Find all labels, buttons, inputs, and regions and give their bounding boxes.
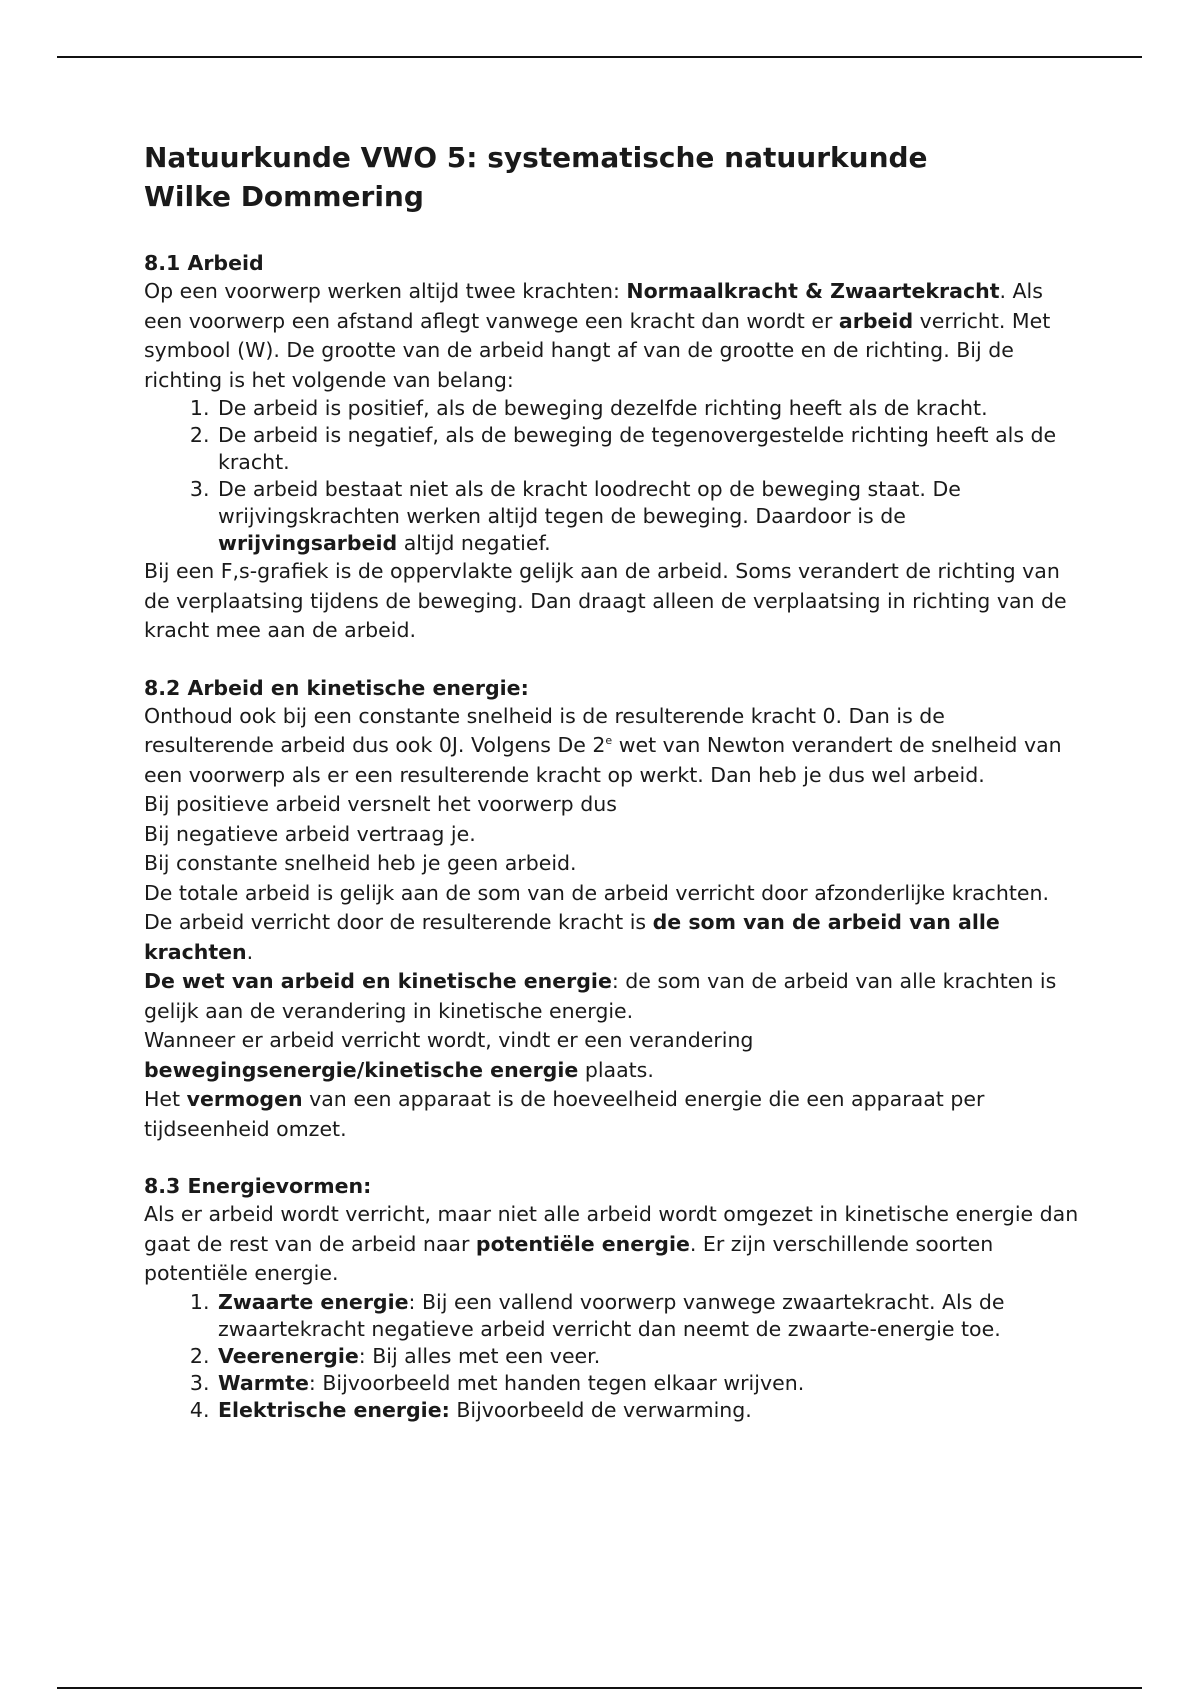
title-line-2: Wilke Dommering <box>144 180 424 213</box>
section-8-1 <box>144 249 1079 646</box>
section-heading: 8.3 Energievormen: <box>144 1174 372 1198</box>
paragraph: De wet van arbeid en kinetische energie: de som van de arbeid van alle krachten is gelijk aan de verandering in kinetische energie. <box>144 969 1057 1023</box>
section-heading: 8.2 Arbeid en kinetische energie: <box>144 675 529 700</box>
list-item: 1. De arbeid is positief, als de beweging dezelfde richting heeft als de kracht. <box>216 395 1079 422</box>
title-line-1: Natuurkunde VWO 5: systematische natuurkunde <box>144 141 928 174</box>
paragraph: Onthoud ook bij een constante snelheid is de resulterende kracht 0. Dan is de resulterende arbeid dus ook 0J. Volgens De 2e wet van Newton verandert de snelheid van een voorwerp als er een resulterende kracht op werkt. Dan heb je dus wel arbeid. <box>144 703 1062 787</box>
section-8-3 <box>144 1172 1079 1424</box>
document-title <box>144 138 1079 216</box>
header-rule <box>57 56 1142 58</box>
list-item: 1. Zwaarte energie: Bij een vallend voorwerp vanwege zwaartekracht. Als de zwaartekracht negatieve arbeid verricht dan neemt de zwaarte-energie toe. <box>216 1289 1079 1343</box>
list-item: 2. Veerenergie: Bij alles met een veer. <box>216 1343 1079 1370</box>
paragraph: Bij een F,s-grafiek is de oppervlakte gelijk aan de arbeid. Soms verandert de richting van de verplaatsing tijdens de beweging. Dan draagt alleen de verplaatsing in richting van de kracht mee aan de arbeid. <box>144 559 1067 642</box>
paragraph: Bij negatieve arbeid vertraag je. <box>144 821 476 846</box>
document-page <box>144 138 1079 1424</box>
paragraph: De totale arbeid is gelijk aan de som van de arbeid verricht door afzonderlijke krachten. De arbeid verricht door de resulterende kracht is de som van de arbeid van alle krachten. <box>144 880 1049 964</box>
paragraph: Als er arbeid wordt verricht, maar niet alle arbeid wordt omgezet in kinetische energie dan gaat de rest van de arbeid naar potentiële energie. Er zijn verschillende soorten potentiële energie. <box>144 1202 1079 1285</box>
list-item: 4. Elektrische energie: Bijvoorbeeld de verwarming. <box>216 1397 1079 1424</box>
paragraph: Bij positieve arbeid versnelt het voorwerp dus <box>144 792 617 816</box>
list-item: 3. De arbeid bestaat niet als de kracht loodrecht op de beweging staat. De wrijvingskrachten werken altijd tegen de beweging. Daardoor is de wrijvingsarbeid altijd negatief. <box>216 476 1079 557</box>
numbered-list <box>144 1289 1079 1424</box>
paragraph: Op een voorwerp werken altijd twee krachten: Normaalkracht & Zwaartekracht. Als een voorwerp een afstand aflegt vanwege een kracht dan wordt er arbeid verricht. Met symbool (W). De grootte van de arbeid hangt af van de grootte en de richting. Bij de richting is het volgende van belang: <box>144 279 1051 392</box>
paragraph: Wanneer er arbeid verricht wordt, vindt er een verandering bewegingsenergie/kinetische energie plaats. <box>144 1028 754 1082</box>
section-heading: 8.1 Arbeid <box>144 251 264 275</box>
footer-rule <box>57 1687 1142 1689</box>
section-8-2 <box>144 674 1079 1145</box>
list-item: 2. De arbeid is negatief, als de beweging de tegenovergestelde richting heeft als de kracht. <box>216 422 1079 476</box>
paragraph: Bij constante snelheid heb je geen arbeid. <box>144 851 577 875</box>
numbered-list <box>144 395 1079 557</box>
paragraph: Het vermogen van een apparaat is de hoeveelheid energie die een apparaat per tijdseenheid omzet. <box>144 1087 985 1141</box>
list-item: 3. Warmte: Bijvoorbeeld met handen tegen elkaar wrijven. <box>216 1370 1079 1397</box>
